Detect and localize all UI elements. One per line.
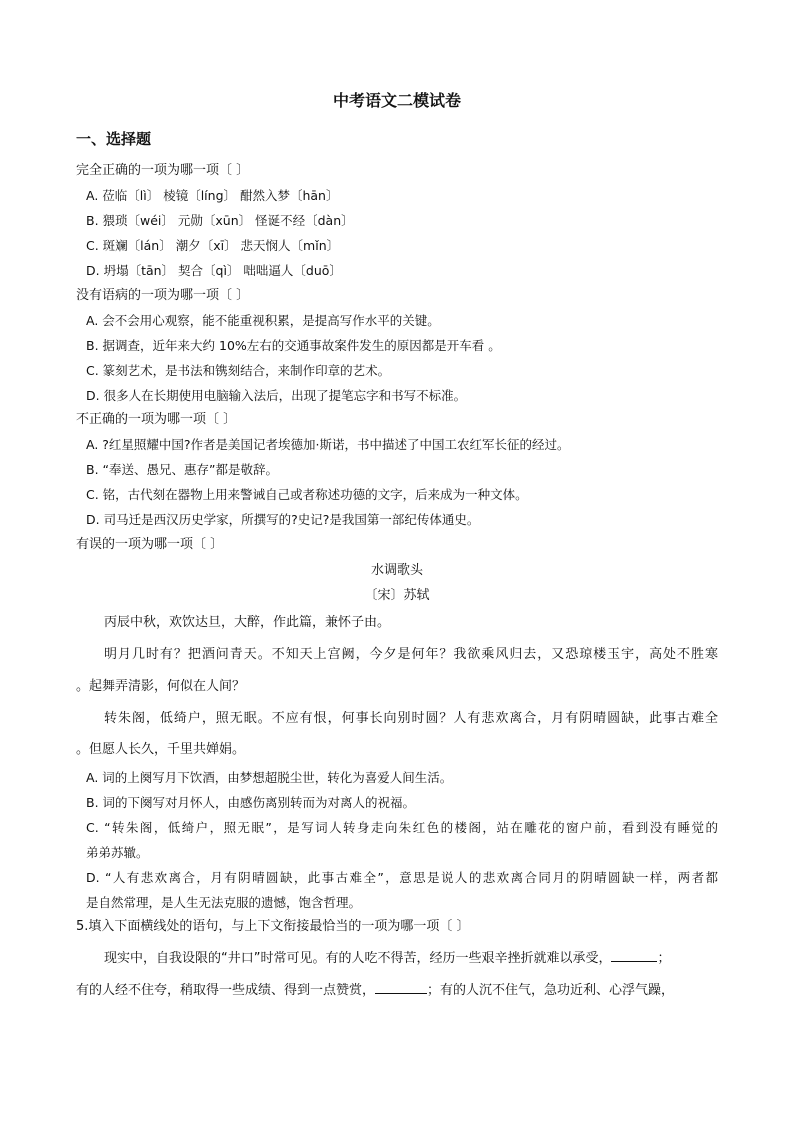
question-4-option-c: C. “转朱阁，低绮户，照无眠”，是写词人转身走向朱红色的楼阁，站在雕花的窗户前，看到没有睡觉的 bbox=[86, 820, 718, 835]
question-2-stem: 没有语病的一项为哪一项〔 〕 bbox=[76, 288, 250, 303]
question-2-option-b: B. 据调查，近年来大约 10%左右的交通事故案件发生的原因都是开车看 。 bbox=[86, 338, 501, 353]
passage-punct: ； bbox=[657, 951, 671, 966]
poem-preface: 丙辰中秋，欢饮达旦，大醉，作此篇，兼怀子由。 bbox=[104, 615, 391, 630]
question-4-option-a: A. 词的上阕写月下饮酒，由梦想超脱尘世，转化为喜爱人间生活。 bbox=[86, 770, 453, 785]
question-5-passage-line-1 bbox=[104, 947, 718, 968]
poem-stanza-1-line-1: 明月几时有？把酒问青天。不知天上宫阙，今夕是何年？我欲乘风归去，又恐琼楼玉宇，高处不胜寒 bbox=[104, 647, 718, 662]
answer-blank-2[interactable] bbox=[375, 979, 427, 994]
poem-stanza-2-line-2: 。但愿人长久，千里共婵娟。 bbox=[76, 742, 246, 757]
passage-text: 现实中，自我设限的“井口”时常可见。有的人吃不得苦，经历一些艰辛挫折就难以承受， bbox=[104, 951, 612, 966]
passage-text: ；有的人沉不住气，急功近利、心浮气躁， bbox=[427, 983, 675, 998]
question-1-option-a: A. 莅临〔lì〕 棱镜〔líng〕 酣然入梦〔hān〕 bbox=[86, 188, 339, 203]
question-3-stem: 不正确的一项为哪一项〔 〕 bbox=[76, 412, 237, 427]
question-4-option-d-continued: 是自然常理，是人生无法克服的遗憾，饱含哲理。 bbox=[86, 895, 362, 910]
question-4-stem: 有误的一项为哪一项〔 〕 bbox=[76, 537, 224, 552]
question-2-option-d: D. 很多人在长期使用电脑输入法后，出现了提笔忘字和书写不标准。 bbox=[86, 388, 467, 403]
question-1-option-b: B. 猥琐〔wéi〕 元勋〔xūn〕 怪诞不经〔dàn〕 bbox=[86, 213, 354, 228]
passage-text: 有的人经不住夸，稍取得一些成绩、得到一点赞赏， bbox=[76, 983, 376, 998]
poem-title: 水调歌头 bbox=[370, 563, 423, 578]
question-1-option-c: C. 斑斓〔lán〕 潮夕〔xī〕 悲天悯人〔mǐn〕 bbox=[86, 238, 340, 253]
question-5-stem: 5.填入下面横线处的语句，与上下文衔接最恰当的一项为哪一项〔 〕 bbox=[76, 919, 470, 934]
section-heading: 一、选择题 bbox=[76, 130, 152, 148]
question-1-option-d: D. 坍塌〔tān〕 契合〔qì〕 咄咄逼人〔duō〕 bbox=[86, 263, 342, 278]
poem-stanza-2-line-1: 转朱阁，低绮户，照无眠。不应有恨，何事长向别时圆？人有悲欢离合，月有阴晴圆缺，此事古难全 bbox=[104, 711, 718, 726]
poem-stanza-1-line-2: 。起舞弄清影，何似在人间？ bbox=[76, 679, 246, 694]
question-4-option-d: D. “人有悲欢离合，月有阴晴圆缺，此事古难全”，意思是说人的悲欢离合同月的阴晴圆缺一样，两者都 bbox=[86, 870, 718, 885]
answer-blank-1[interactable] bbox=[611, 947, 657, 962]
question-4-option-c-continued: 弟弟苏辙。 bbox=[86, 845, 149, 860]
question-5-passage-line-2 bbox=[76, 979, 674, 1000]
question-2-option-c: C. 篆刻艺术，是书法和镌刻结合，来制作印章的艺术。 bbox=[86, 363, 391, 378]
question-4-option-b: B. 词的下阕写对月怀人，由感伤离别转而为对离人的祝福。 bbox=[86, 795, 416, 810]
poem-author: 〔宋〕苏轼 bbox=[364, 588, 430, 603]
question-3-option-b: B. “奉送、愚兄、惠存”都是敬辞。 bbox=[86, 462, 278, 477]
question-2-option-a: A. 会不会用心观察，能不能重视积累，是提高写作水平的关键。 bbox=[86, 313, 440, 328]
question-1-stem: 完全正确的一项为哪一项〔 〕 bbox=[76, 163, 250, 178]
page-title: 中考语文二模试卷 bbox=[332, 91, 461, 110]
question-3-option-a: A. ?红星照耀中国?作者是美国记者埃德加·斯诺，书中描述了中国工农红军长征的经过。 bbox=[86, 437, 570, 452]
question-3-option-c: C. 铭，古代刻在器物上用来警诫自己或者称述功德的文字，后来成为一种文体。 bbox=[86, 487, 528, 502]
question-3-option-d: D. 司马迁是西汉历史学家，所撰写的?史记?是我国第一部纪传体通史。 bbox=[86, 512, 480, 527]
